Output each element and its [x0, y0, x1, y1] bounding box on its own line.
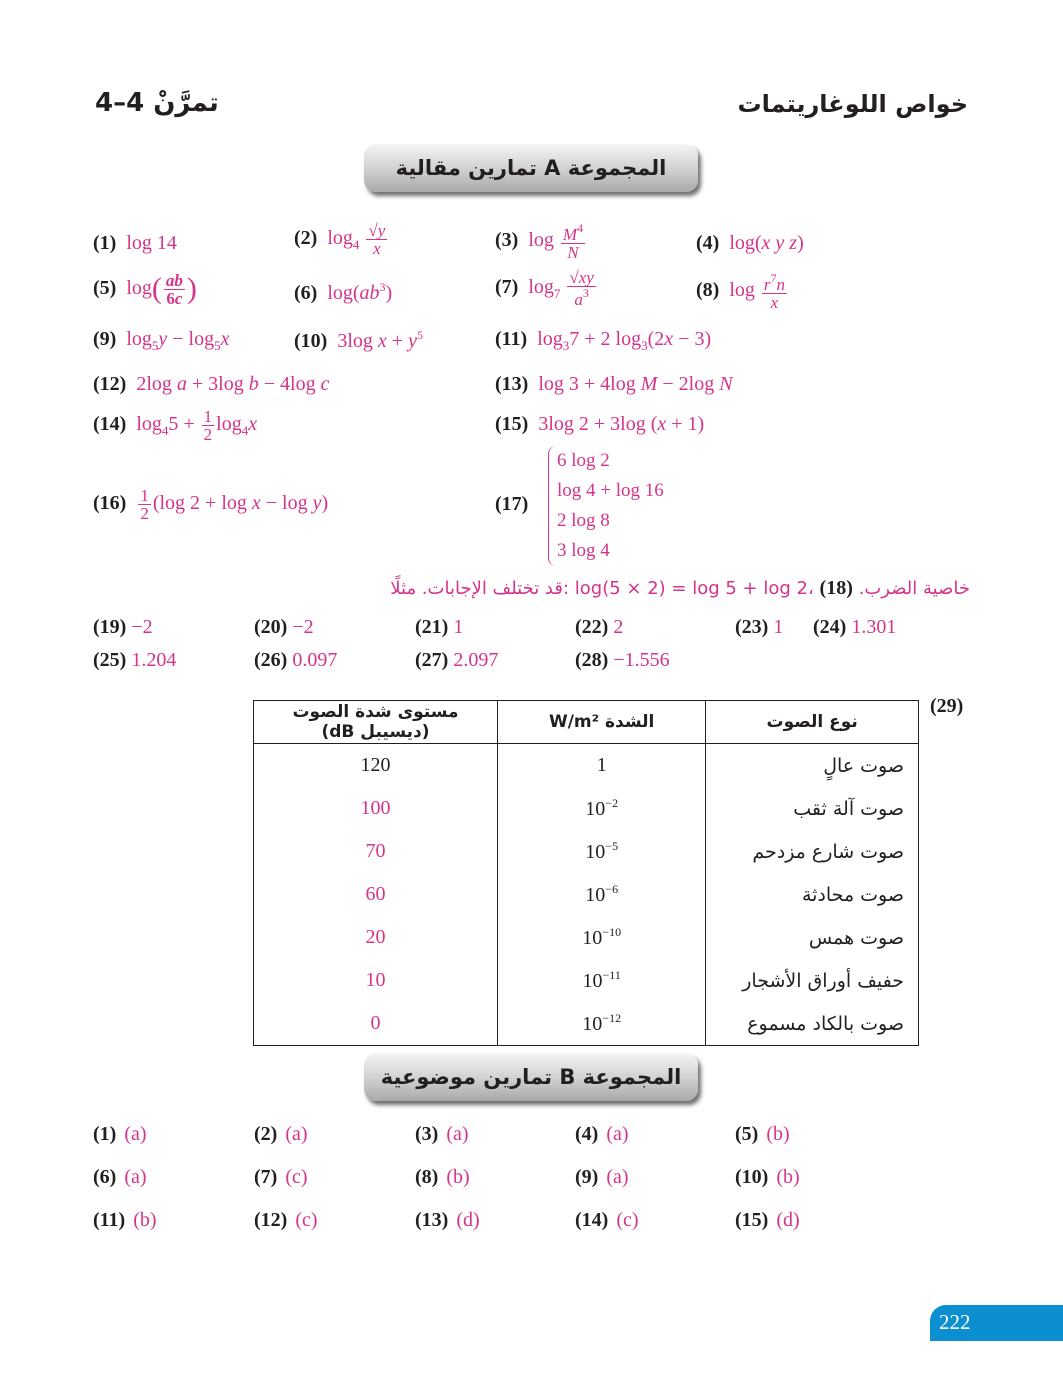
table-row [254, 744, 919, 788]
item-1: (1) log 14 [93, 232, 177, 254]
item-15: (15) 3log 2 + 3log (x + 1) [495, 413, 705, 435]
answer-17-options [548, 446, 664, 566]
answer-1: log 14 [121, 232, 177, 254]
type-cell: حفيف أوراق الأشجار [706, 959, 919, 1002]
intensity-cell: $10^{-5}$ [498, 830, 706, 873]
level-cell: 100 [254, 787, 498, 830]
item-12: (12) 2log a + 3log b − 4log c [93, 373, 330, 395]
intensity-cell: $10^{-6}$ [498, 873, 706, 916]
header-type: نوع الصوت [706, 701, 919, 744]
item-14: (14) $\log_45$ + $\frac{1}{2}$ $\log_4x$ [93, 407, 258, 444]
table-row [254, 1002, 919, 1046]
answer-3: log $\frac{M^4}{N}$ [523, 221, 584, 262]
item-4: (4) log(x y z) [696, 232, 804, 254]
group-b-item: (11) (b) [93, 1209, 157, 1231]
group-b-item: (14) (c) [575, 1209, 639, 1231]
type-cell: صوت شارع مزدحم [706, 830, 919, 873]
level-cell: 120 [254, 744, 498, 788]
group-b-item: (7) (c) [254, 1166, 308, 1188]
level-cell: 0 [254, 1002, 498, 1046]
option: 3 log 4 [557, 540, 610, 561]
item-23: (23) 1 [735, 616, 784, 638]
answer-14: $\log_45$ + $\frac{1}{2}$ $\log_4x$ [131, 407, 258, 444]
item-5: (5) log( $\frac{ab}{6c}$ ) [93, 271, 197, 308]
item-26: (26) 0.097 [254, 649, 338, 671]
option: 6 log 2 [557, 450, 610, 471]
group-b-item: (8) (b) [415, 1166, 470, 1188]
answer-2: $\log_4$ $\frac{√y}{x}$ [322, 221, 386, 258]
level-cell: 20 [254, 916, 498, 959]
table-row [254, 916, 919, 959]
group-b-item: (9) (a) [575, 1166, 629, 1188]
group-b-banner: المجموعة B تمارين موضوعية [364, 1053, 698, 1101]
exercise-label: تمرَّنْ 4–4 [95, 88, 219, 118]
intensity-cell: $10^{-2}$ [498, 787, 706, 830]
group-b-item: (6) (a) [93, 1166, 147, 1188]
answer-18: قد تختلف الإجابات. مثلًا: log(5 × 2) = log 5 + log 2، خاصية الضرب. [390, 578, 970, 599]
intensity-cell: $10^{-10}$ [498, 916, 706, 959]
level-cell: 10 [254, 959, 498, 1002]
sound-table [253, 700, 919, 1046]
answer-11: $\log_37 + 2$ $\log_3(2x - 3)$ [532, 328, 712, 353]
item-7: (7) $\log_7$ $\frac{√xy}{a^3}$ [495, 269, 598, 308]
answer-13: log 3 + 4log M − 2log N [533, 373, 733, 395]
group-b-item: (15) (d) [735, 1209, 800, 1231]
group-a-banner: المجموعة A تمارين مقالية [364, 144, 698, 192]
table-row [254, 873, 919, 916]
item-3: (3) log $\frac{M^4}{N}$ [495, 222, 587, 261]
item-28: (28) −1.556 [575, 649, 670, 671]
item-21: (21) 1 [415, 616, 464, 638]
item-9: (9) $\log_5y - \log_5x$ [93, 328, 230, 353]
page-number-badge [930, 1305, 1063, 1341]
item-25: (25) 1.204 [93, 649, 177, 671]
item-16: (16) $\frac{1}{2}$ (log 2 + log x − log y) [93, 486, 329, 523]
intensity-cell: $10^{-12}$ [498, 1002, 706, 1046]
item-20: (20) −2 [254, 616, 314, 638]
answer-4: log(x y z) [724, 232, 804, 254]
level-cell: 70 [254, 830, 498, 873]
intensity-cell: 1 [498, 744, 706, 788]
item-24: (24) 1.301 [813, 616, 897, 638]
answer-10: 3log $x + y^5$ [332, 328, 423, 352]
item-10: (10) 3log $x + y^5$ [294, 328, 423, 352]
header-level: مستوى شدة الصوت (ديسيبل dB) [254, 701, 498, 744]
group-b-item: (3) (a) [415, 1123, 469, 1145]
item-11: (11) $\log_37 + 2$ $\log_3(2x - 3)$ [495, 328, 712, 353]
header-intensity: الشدة W/m² [498, 701, 706, 744]
page-title: خواص اللوغاريتمات [737, 90, 968, 118]
group-b-item: (2) (a) [254, 1123, 308, 1145]
group-b-item: (4) (a) [575, 1123, 629, 1145]
item-13: (13) log 3 + 4log M − 2log N [495, 373, 733, 395]
item-6: (6) $\log(ab^3)$ [294, 280, 393, 304]
option: 2 log 8 [557, 510, 610, 531]
item-17: (17) [495, 493, 529, 515]
type-cell: صوت عالٍ [706, 744, 919, 788]
answer-9: $\log_5y - \log_5x$ [121, 328, 230, 353]
item-27: (27) 2.097 [415, 649, 499, 671]
answer-6: $\log(ab^3)$ [322, 280, 393, 304]
item-22: (22) 2 [575, 616, 624, 638]
type-cell: صوت همس [706, 916, 919, 959]
item-18: قد تختلف الإجابات. مثلًا: log(5 × 2) = log 5 + log 2، خاصية الضرب. (18) [390, 577, 970, 599]
table-row [254, 787, 919, 830]
group-b-item: (10) (b) [735, 1166, 800, 1188]
item-2: (2) $\log_4$ $\frac{√y}{x}$ [294, 222, 389, 257]
answer-15: 3log 2 + 3log (x + 1) [533, 413, 705, 435]
group-b-item: (12) (c) [254, 1209, 318, 1231]
page-number: 222 [939, 1310, 971, 1334]
table-row [254, 830, 919, 873]
item-19: (19) −2 [93, 616, 153, 638]
type-cell: صوت بالكاد مسموع [706, 1002, 919, 1046]
group-b-item: (1) (a) [93, 1123, 147, 1145]
option: log 4 + log 16 [557, 480, 664, 501]
type-cell: صوت آلة ثقب [706, 787, 919, 830]
answer-16: $\frac{1}{2}$ (log 2 + log x − log y) [140, 486, 329, 523]
group-b-item: (5) (b) [735, 1123, 790, 1145]
answer-7: $\log_7$ $\frac{√xy}{a^3}$ [523, 268, 594, 309]
item-29-label: (29) [930, 695, 964, 717]
table-row [254, 959, 919, 1002]
answer-5: log( $\frac{ab}{6c}$ ) [121, 271, 197, 308]
item-8: (8) log $\frac{r^7n}{x}$ [696, 272, 789, 311]
group-b-item: (13) (d) [415, 1209, 480, 1231]
answer-12: 2log a + 3log b − 4log c [131, 373, 330, 395]
type-cell: صوت محادثة [706, 873, 919, 916]
intensity-cell: $10^{-11}$ [498, 959, 706, 1002]
answer-8: log $\frac{r^7n}{x}$ [724, 271, 786, 312]
level-cell: 60 [254, 873, 498, 916]
